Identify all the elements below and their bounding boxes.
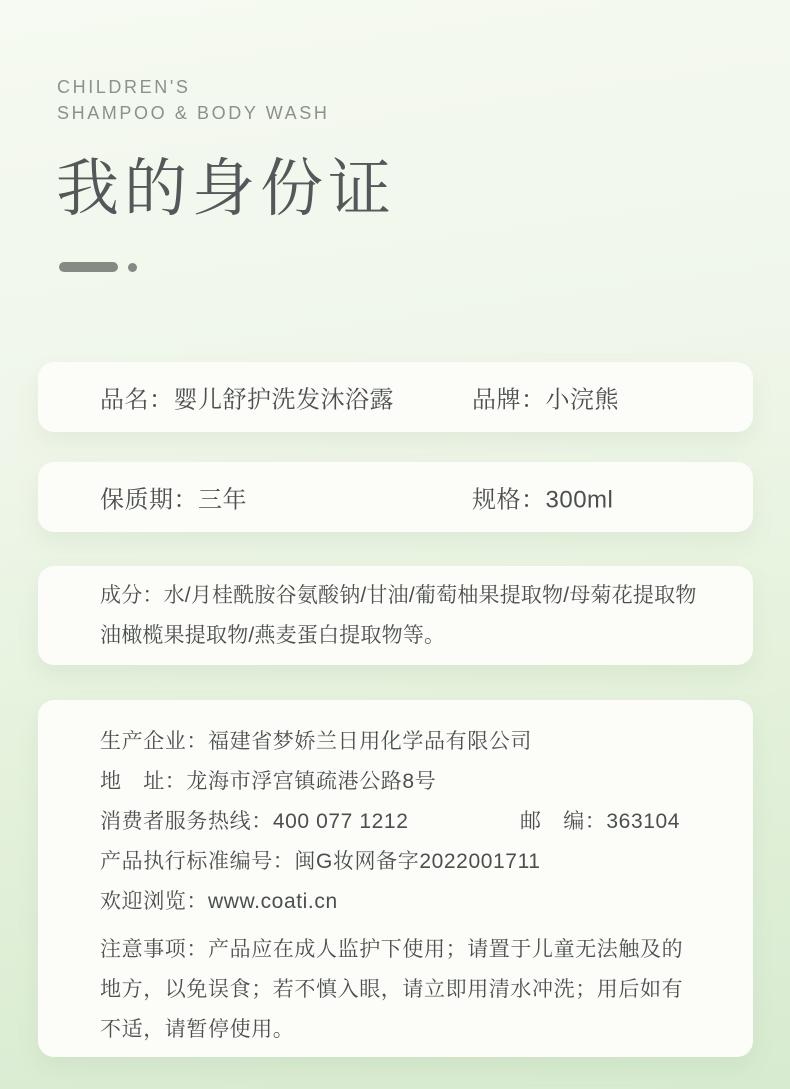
address-label: 地 址： — [100, 770, 187, 793]
manufacturer-label: 生产企业： — [100, 730, 208, 753]
website-value: www.coati.cn — [208, 890, 338, 913]
notice-text: 注意事项：产品应在成人监护下使用；请置于儿童无法触及的地方，以免误食；若不慎入眼，请立即用清水冲洗；用后如有不适，请暂停使用。 — [100, 938, 684, 1041]
address-value: 龙海市浮宫镇疏港公路8号 — [186, 770, 437, 793]
standard-number-row — [100, 842, 753, 882]
product-name-label: 品名： — [100, 386, 174, 414]
divider-line — [59, 262, 118, 272]
product-category-tagline — [57, 74, 329, 126]
hotline-value: 400 077 1212 — [272, 810, 409, 833]
spec-field — [472, 480, 613, 515]
brand-label: 品牌： — [472, 386, 546, 414]
postcode-label: 邮 编： — [520, 810, 607, 833]
website-label: 欢迎浏览： — [100, 890, 208, 913]
divider-dot — [128, 263, 137, 272]
name-brand-card — [38, 362, 753, 432]
standard-number-label: 产品执行标准编号： — [100, 850, 295, 873]
shelflife-spec-card — [38, 462, 753, 532]
spec-label: 规格： — [472, 486, 546, 514]
website-row — [100, 882, 753, 922]
hotline-label: 消费者服务热线： — [100, 810, 273, 833]
hotline-postcode-row — [100, 802, 753, 842]
shelf-life-field — [100, 480, 247, 515]
brand-field — [472, 380, 619, 415]
shelf-life-value: 三年 — [198, 486, 247, 514]
tagline-line1: CHILDREN'S — [57, 77, 191, 97]
ingredients-text: 成分：水/月桂酰胺谷氨酸钠/甘油/葡萄柚果提取物/母菊花提取物油橄榄果提取物/燕麦蛋白提取物等。 — [100, 583, 697, 647]
spec-value: 300ml — [545, 486, 614, 514]
product-name-field — [100, 380, 394, 415]
product-name-value: 婴儿舒护洗发沐浴露 — [173, 386, 394, 414]
page-title: 我的身份证 — [56, 154, 396, 224]
address-row — [100, 762, 753, 802]
standard-number-value: 闽G妆网备字2022001711 — [294, 850, 541, 873]
ingredients-card — [38, 566, 753, 665]
postcode-value: 363104 — [606, 810, 681, 833]
postcode-field — [520, 802, 680, 842]
brand-value: 小浣熊 — [545, 386, 619, 414]
manufacturer-row — [100, 722, 753, 762]
manufacturer-info-card — [38, 700, 753, 1057]
shelf-life-label: 保质期： — [100, 486, 198, 514]
manufacturer-value: 福建省梦娇兰日用化学品有限公司 — [208, 730, 532, 753]
tagline-line2: SHAMPOO & BODY WASH — [57, 103, 330, 123]
